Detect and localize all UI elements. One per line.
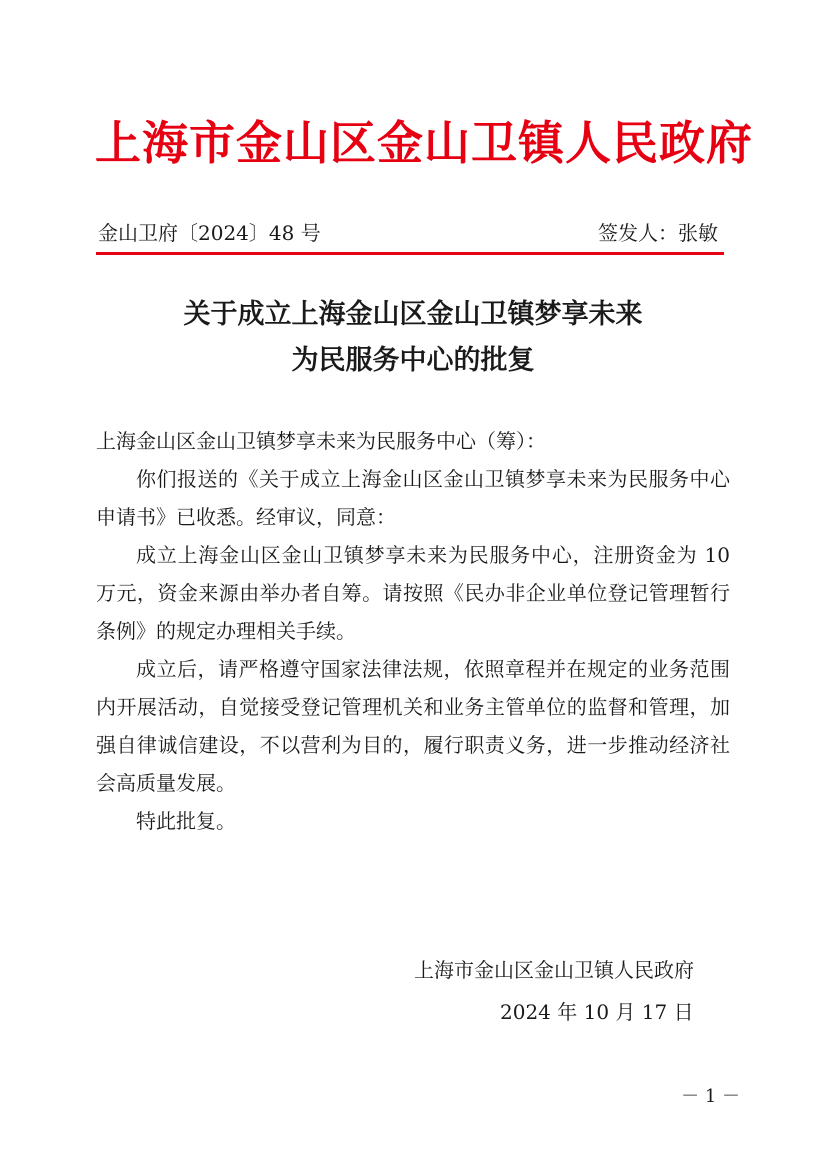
masthead-title: 上海市金山区金山卫镇人民政府 [95,116,753,170]
title-line-2: 为民服务中心的批复 [291,345,535,376]
signer: 签发人：张敏 [598,221,718,245]
body-paragraph-2: 成立上海金山区金山卫镇梦享未来为民服务中心，注册资金为 10 万元，资金来源由举办者自筹。请按照《民办非企业单位登记管理暂行条例》的规定办理相关手续。 [96,543,730,643]
title-line-1: 关于成立上海金山区金山卫镇梦享未来 [183,299,643,330]
red-divider-rule [96,252,724,255]
body-paragraph-1: 你们报送的《关于成立上海金山区金山卫镇梦享未来为民服务中心申请书》已收悉。经审议，同意： [96,467,730,529]
document-number-line [98,216,724,250]
body-paragraph-3: 成立后，请严格遵守国家法律法规，依照章程并在规定的业务范围内开展活动，自觉接受登记管理机关和业务主管单位的监督和管理，加强自律诚信建设，不以营利为目的，履行职责义务，进一步推动经济社会高质量发展。 [96,657,730,795]
document-number: 金山卫府〔2024〕48 号 [98,221,321,245]
page-number: － 1 － [681,1086,740,1107]
addressee: 上海金山区金山卫镇梦享未来为民服务中心（筹）： [96,429,546,453]
document-title [96,292,730,384]
signing-date: 2024 年 10 月 17 日 [500,1000,694,1024]
signing-organization: 上海市金山区金山卫镇人民政府 [414,958,694,982]
document-body [96,422,730,840]
body-paragraph-4: 特此批复。 [136,809,236,833]
